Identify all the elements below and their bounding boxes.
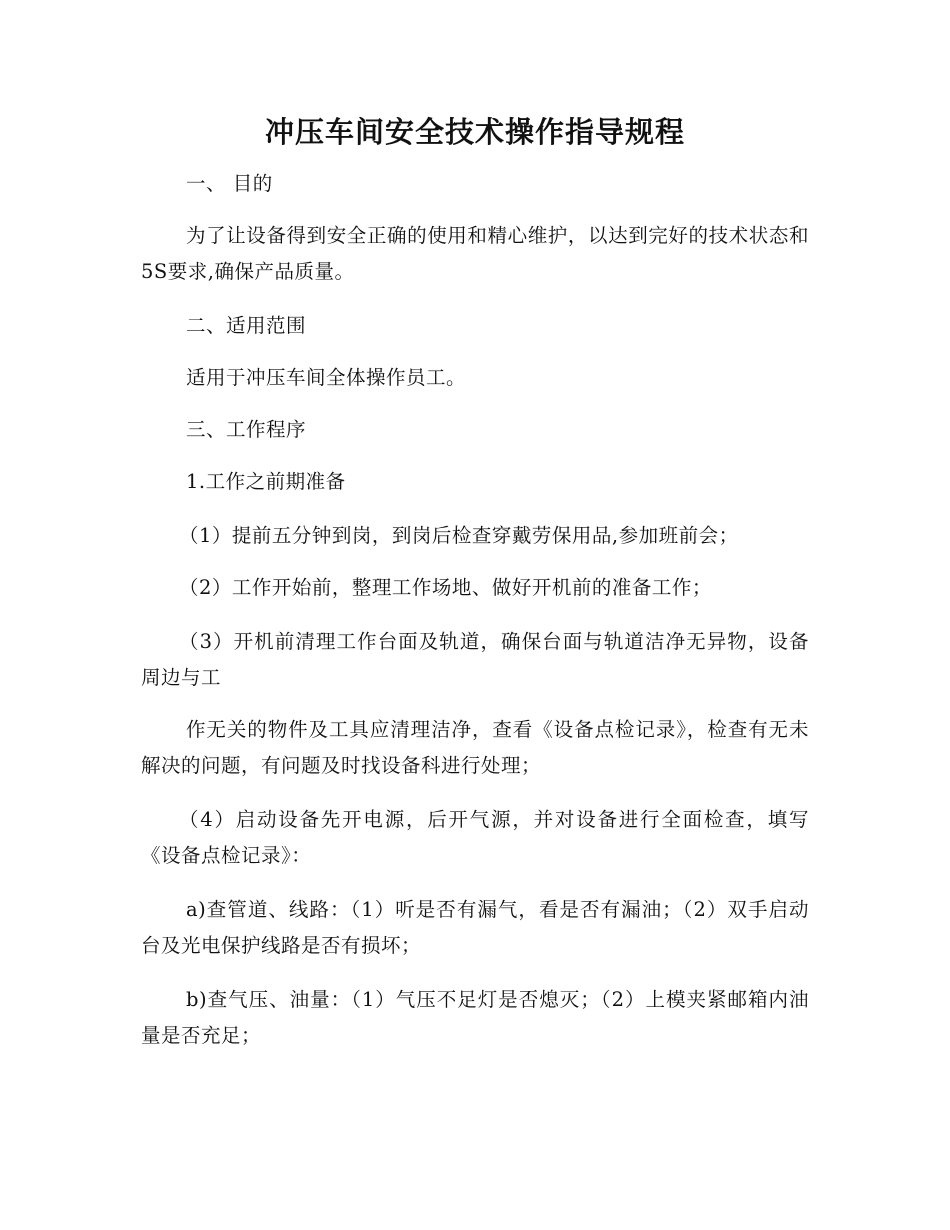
section-heading-procedure: 三、工作程序	[186, 418, 307, 441]
check-item-b: b)查气压、油量：（1）气压不足灯是否熄灭；（2）上模夹紧邮箱内油量是否充足；	[141, 988, 809, 1047]
subsection-heading-preparation: 1.工作之前期准备	[186, 470, 346, 493]
list-item-3: （3）开机前清理工作台面及轨道，确保台面与轨道洁净无异物，设备周边与工	[141, 630, 809, 689]
list-item-4: （4）启动设备先开电源，后开气源，并对设备进行全面检查，填写《设备点检记录》：	[141, 808, 809, 867]
section-heading-purpose: 一、 目的	[186, 172, 273, 195]
paragraph-scope: 适用于冲压车间全体操作员工。	[186, 366, 467, 389]
paragraph-purpose: 为了让设备得到安全正确的使用和精心维护，以达到完好的技术状态和5S要求,确保产品质量。	[141, 224, 809, 283]
section-heading-scope: 二、适用范围	[186, 314, 307, 337]
list-item-1: （1）提前五分钟到岗，到岗后检查穿戴劳保用品,参加班前会；	[179, 524, 739, 547]
check-item-a: a)查管道、线路：（1）听是否有漏气，看是否有漏油；（2）双手启动台及光电保护线路是否有损坏；	[141, 898, 809, 957]
document-title: 冲压车间安全技术操作指导规程	[264, 115, 685, 149]
list-item-2: （2）工作开始前，整理工作场地、做好开机前的准备工作；	[179, 576, 712, 599]
list-item-3-continued: 作无关的物件及工具应清理洁净，查看《设备点检记录》，检查有无未解决的问题，有问题及时找设备科进行处理；	[141, 718, 809, 777]
